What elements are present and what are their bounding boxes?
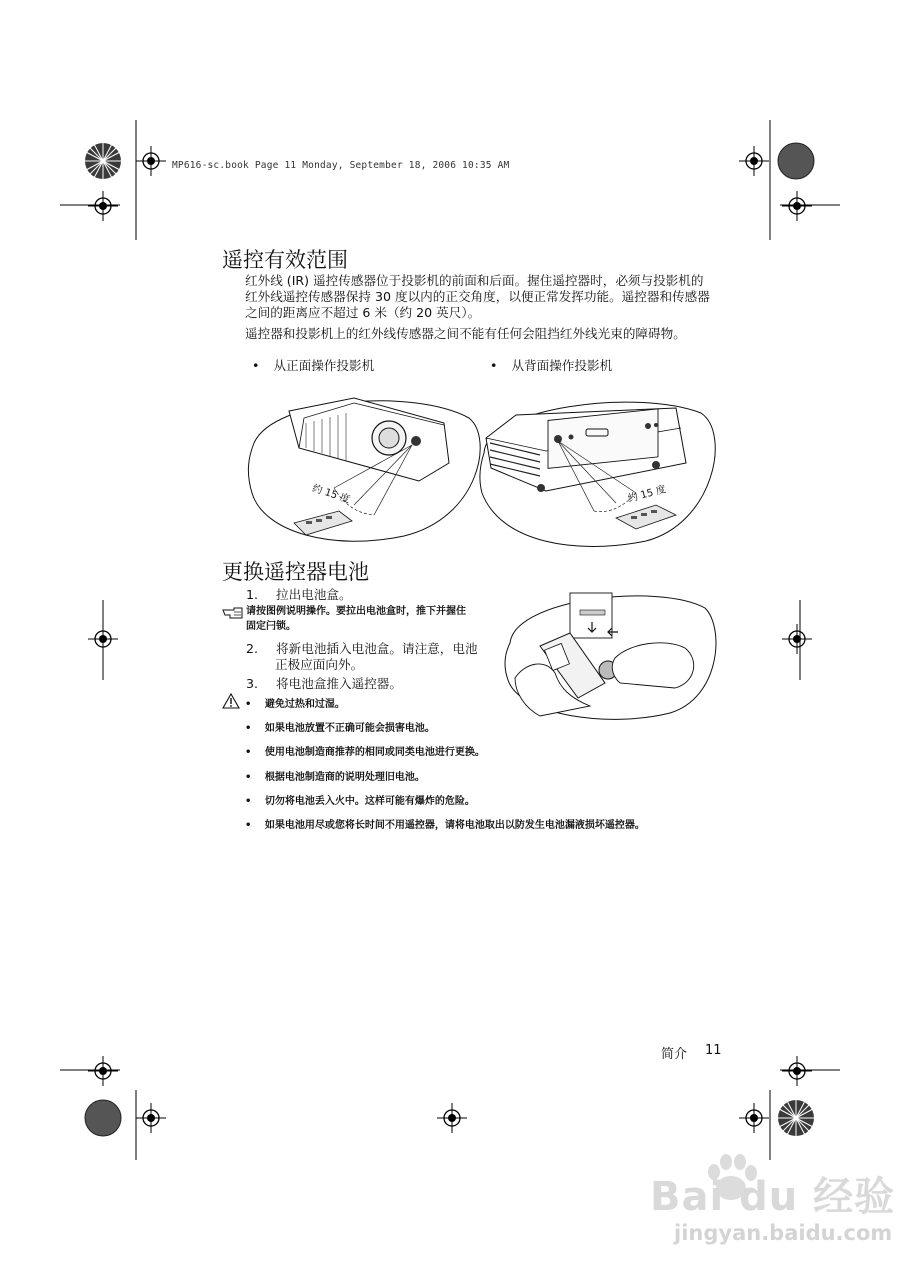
starburst-target-top-left	[83, 141, 123, 181]
front-projector-illustration	[244, 393, 484, 543]
registration-target-top-left	[136, 146, 166, 176]
step-text: 拉出电池盒。	[276, 587, 352, 602]
registration-target-right-mid	[782, 624, 812, 654]
bullet-front-operation	[252, 355, 374, 374]
print-file-info: MP616-sc.book Page 11 Monday, September 18, 2006 10:35 AM	[172, 160, 510, 171]
warning-item	[245, 695, 345, 710]
warning-text: 根据电池制造商的说明处理旧电池。	[264, 772, 425, 783]
starburst-target-bottom-right	[776, 1098, 816, 1138]
step-text-continued: 正极应面向外。	[275, 657, 364, 672]
note-hand-icon	[222, 606, 244, 620]
watermark-url: jingyan.baidu.com	[674, 1221, 893, 1245]
step-text: 将电池盒推入遥控器。	[276, 676, 402, 691]
section-title-remote-range: 遥控有效范围	[222, 248, 348, 272]
bullet-dot: •	[490, 358, 498, 373]
registration-target-bottom-left	[136, 1103, 166, 1133]
remote-range-paragraph	[245, 273, 710, 321]
warning-text: 如果电池放置不正确可能会损害电池。	[264, 723, 435, 734]
note-line: 固定闩锁。	[246, 621, 296, 632]
angle-label-front: 约 15 度	[310, 483, 352, 506]
registration-target-bottom-center	[437, 1103, 467, 1133]
shaded-target-bottom-left	[83, 1098, 123, 1138]
registration-target-right-bottom	[782, 1056, 812, 1086]
back-projector-illustration	[476, 393, 718, 548]
warning-item	[245, 816, 645, 831]
step-number: 3.	[246, 676, 259, 691]
warning-icon	[222, 693, 240, 709]
bullet-text: 从背面操作投影机	[511, 358, 613, 373]
shaded-target-top-right	[776, 141, 816, 181]
warning-text: 切勿将电池丢入火中。这样可能有爆炸的危险。	[264, 796, 475, 807]
registration-target-top-right	[739, 146, 769, 176]
paragraph-line: 红外线 (IR) 遥控传感器位于投影机的前面和后面。握住遥控器时，必须与投影机的	[245, 273, 704, 288]
bullet-dot: •	[245, 772, 252, 783]
bullet-dot: •	[245, 723, 252, 734]
angle-label-back: 约 15 度	[626, 484, 668, 505]
footer-section-name: 简介	[661, 1047, 688, 1062]
step-1	[246, 584, 352, 603]
bullet-dot: •	[245, 820, 252, 831]
step-number: 2.	[246, 641, 259, 656]
note-line: 请按图例说明操作。要拉出电池盒时，推下并握住	[246, 606, 466, 617]
obstruction-paragraph: 遥控器和投影机上的红外线传感器之间不能有任何会阻挡红外线光束的障碍物。	[245, 326, 686, 341]
paragraph-line: 红外线遥控传感器保持 30 度以内的正交角度，以便正常发挥功能。遥控器和传感器	[245, 289, 710, 304]
warning-item	[245, 743, 485, 758]
registration-target-left-mid	[88, 624, 118, 654]
step-number: 1.	[246, 587, 259, 602]
watermark-logo: Bai du 经验	[650, 1174, 896, 1220]
paragraph-line: 之间的距离应不超过 6 米（约 20 英尺）。	[245, 305, 481, 320]
bullet-dot: •	[245, 747, 252, 758]
warning-item	[245, 719, 435, 734]
bullet-back-operation	[490, 355, 612, 374]
registration-target-left-bottom	[88, 1056, 118, 1086]
warning-text: 避免过热和过湿。	[264, 699, 345, 710]
warning-item	[245, 768, 425, 783]
warning-text: 如果电池用尽或您将长时间不用遥控器，请将电池取出以防发生电池漏液损坏遥控器。	[264, 820, 645, 831]
section-title-replace-battery: 更换遥控器电池	[222, 560, 369, 584]
warning-item	[245, 792, 475, 807]
step-text: 将新电池插入电池盒。请注意，电池	[276, 641, 478, 656]
note-text	[246, 604, 466, 634]
bullet-dot: •	[245, 699, 252, 710]
bullet-dot: •	[252, 358, 260, 373]
registration-target-right-top	[782, 191, 812, 221]
registration-target-left-top	[88, 191, 118, 221]
bullet-dot: •	[245, 796, 252, 807]
warning-text: 使用电池制造商推荐的相同或同类电池进行更换。	[264, 747, 485, 758]
step-3	[246, 673, 402, 692]
bullet-text: 从正面操作投影机	[273, 358, 375, 373]
battery-replacement-illustration	[500, 588, 720, 723]
step-2	[246, 641, 478, 673]
registration-target-bottom-right	[739, 1103, 769, 1133]
footer-page-number: 11	[705, 1043, 722, 1058]
